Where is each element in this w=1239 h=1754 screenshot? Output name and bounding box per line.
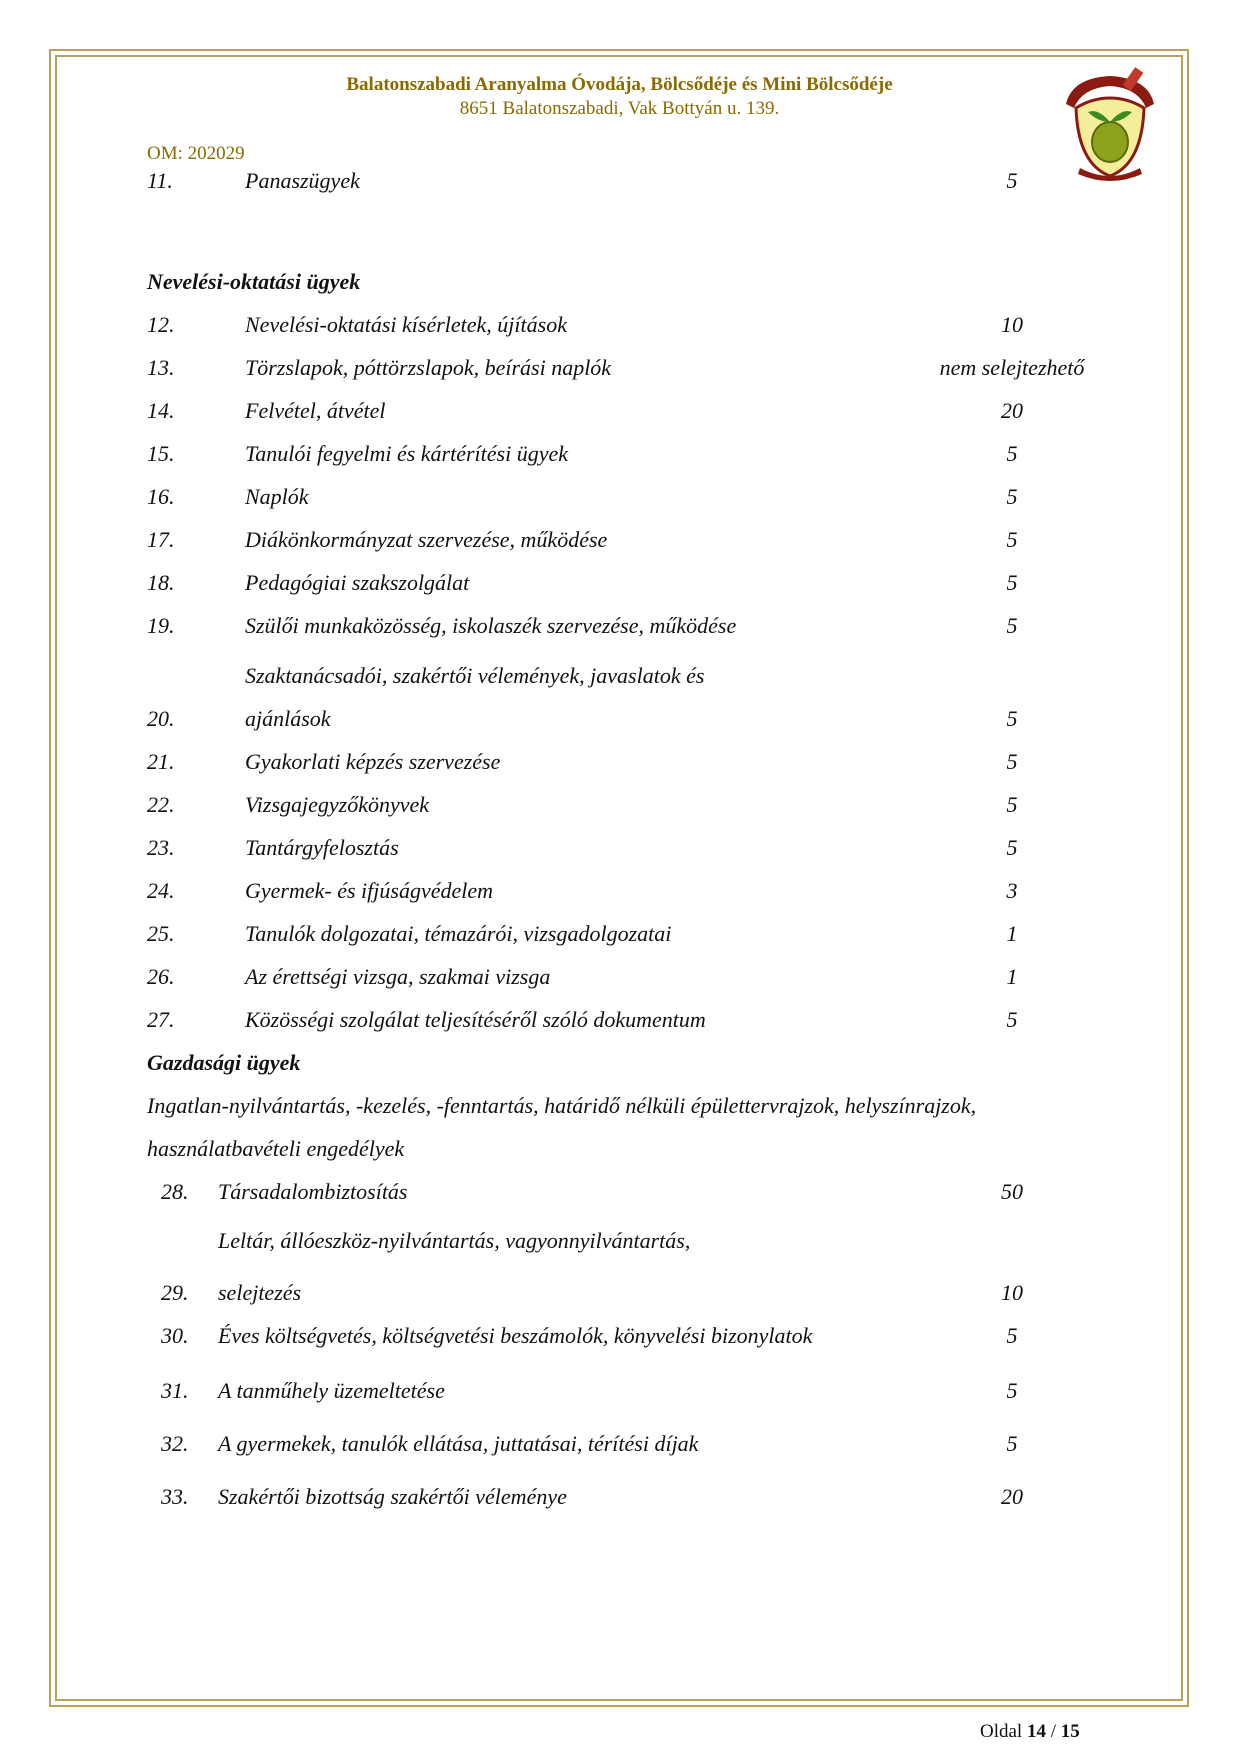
item-number: 29. [161, 1280, 189, 1305]
item-text: Tanulói fegyelmi és kártérítési ügyek [245, 441, 569, 466]
item-number: 19. [147, 613, 175, 638]
item-text: Éves költségvetés, költségvetési beszámolók, könyvelési bizonylatok [218, 1323, 813, 1348]
item-retention-value: 50 [1001, 1179, 1023, 1204]
item-text: Vizsgajegyzőkönyvek [245, 792, 430, 817]
item-retention-value: 10 [1001, 1280, 1023, 1305]
item-retention-value: 5 [1006, 570, 1018, 595]
item-text: ajánlások [245, 706, 331, 731]
item-text: Tantárgyfelosztás [245, 835, 399, 860]
item-number: 12. [147, 312, 175, 337]
item-number: 28. [161, 1179, 189, 1204]
item-text: Pedagógiai szakszolgálat [245, 570, 470, 595]
item-number: 24. [147, 878, 175, 903]
item-text: Diákönkormányzat szervezése, működése [245, 527, 608, 552]
item-text: selejtezés [218, 1280, 302, 1305]
institution-name: Balatonszabadi Aranyalma Óvodája, Bölcsődéje és Mini Bölcsődéje [346, 74, 893, 95]
item-number: 16. [147, 484, 175, 509]
item-number: 25. [147, 921, 175, 946]
item-retention-value: 5 [1006, 1007, 1018, 1032]
item-retention-value: 5 [1006, 1378, 1018, 1403]
page-number [980, 1721, 1080, 1743]
item-number: 17. [147, 527, 175, 552]
gazdasagi-intro-line1: Ingatlan-nyilvántartás, -kezelés, -fenntartás, határidő nélküli épülettervrajzok, helyszínrajzok, [147, 1093, 977, 1118]
item-retention-value: 5 [1006, 706, 1018, 731]
item-number: 21. [147, 749, 175, 774]
item-number: 31. [161, 1378, 189, 1403]
item-text: Gyermek- és ifjúságvédelem [245, 878, 494, 903]
item-retention-value: 20 [1001, 398, 1023, 423]
item-number: 27. [147, 1007, 175, 1032]
item-text: Közösségi szolgálat teljesítéséről szóló dokumentum [245, 1007, 706, 1032]
item-retention-value: 3 [1006, 878, 1018, 903]
item-retention-value: 5 [1006, 441, 1018, 466]
item-number: 26. [147, 964, 175, 989]
item-text-line1: Leltár, állóeszköz-nyilvántartás, vagyonnyilvántartás, [218, 1228, 691, 1253]
item-number: 18. [147, 570, 175, 595]
item-number: 32. [161, 1431, 189, 1456]
current-page: 14 [1026, 1721, 1046, 1742]
item-text: A gyermekek, tanulók ellátása, juttatásai, térítési díjak [218, 1431, 699, 1456]
item-retention-value: 5 [1006, 527, 1018, 552]
item-text: Felvétel, átvétel [245, 398, 386, 423]
item-number: 14. [147, 398, 175, 423]
gazdasagi-intro-line2: használatbavételi engedélyek [147, 1136, 405, 1161]
institution-address: 8651 Balatonszabadi, Vak Bottyán u. 139. [459, 98, 780, 119]
page-separator: / [1050, 1721, 1056, 1742]
item-text: Panaszügyek [245, 168, 360, 193]
item-number: 15. [147, 441, 175, 466]
item-text: Gyakorlati képzés szervezése [245, 749, 501, 774]
om-number: OM: 202029 [147, 143, 245, 164]
total-pages: 15 [1060, 1721, 1080, 1742]
item-retention-value: 5 [1006, 484, 1018, 509]
item-retention-value: 5 [1006, 613, 1018, 638]
item-number: 23. [147, 835, 175, 860]
item-retention-value: 5 [1006, 1431, 1018, 1456]
item-retention-value: 5 [1006, 792, 1018, 817]
item-number: 30. [161, 1323, 189, 1348]
item-text: Törzslapok, póttörzslapok, beírási naplók [245, 355, 612, 380]
item-retention-value: 10 [1001, 312, 1023, 337]
page-label: Oldal [980, 1721, 1023, 1742]
item-text: Társadalombiztosítás [218, 1179, 408, 1204]
item-retention-value: 5 [1006, 749, 1018, 774]
item-number: 11. [147, 168, 173, 193]
item-text: Tanulók dolgozatai, témazárói, vizsgadolgozatai [245, 921, 672, 946]
item-retention-value: 1 [1006, 921, 1018, 946]
item-number: 20. [147, 706, 175, 731]
item-retention-value: 20 [1001, 1484, 1023, 1509]
item-text: Szakértői bizottság szakértői véleménye [218, 1484, 567, 1509]
item-number: 13. [147, 355, 175, 380]
item-number: 33. [161, 1484, 189, 1509]
item-retention-value: 5 [1006, 1323, 1018, 1348]
item-text: Szülői munkaközösség, iskolaszék szervezése, működése [245, 613, 737, 638]
item-text: A tanműhely üzemeltetése [218, 1378, 445, 1403]
item-retention-value: 5 [1006, 168, 1018, 193]
item-retention-value: 5 [1006, 835, 1018, 860]
section-heading-nevelesi: Nevelési-oktatási ügyek [147, 269, 361, 294]
item-retention-value: 1 [1006, 964, 1018, 989]
item-text: Az érettségi vizsga, szakmai vizsga [245, 964, 551, 989]
item-text: Naplók [245, 484, 309, 509]
item-text: Nevelési-oktatási kísérletek, újítások [245, 312, 567, 337]
item-retention-value: nem selejtezhető [939, 355, 1085, 380]
section-heading-gazdasagi: Gazdasági ügyek [147, 1050, 301, 1075]
item-text-line1: Szaktanácsadói, szakértői vélemények, javaslatok és [245, 663, 705, 688]
item-number: 22. [147, 792, 175, 817]
